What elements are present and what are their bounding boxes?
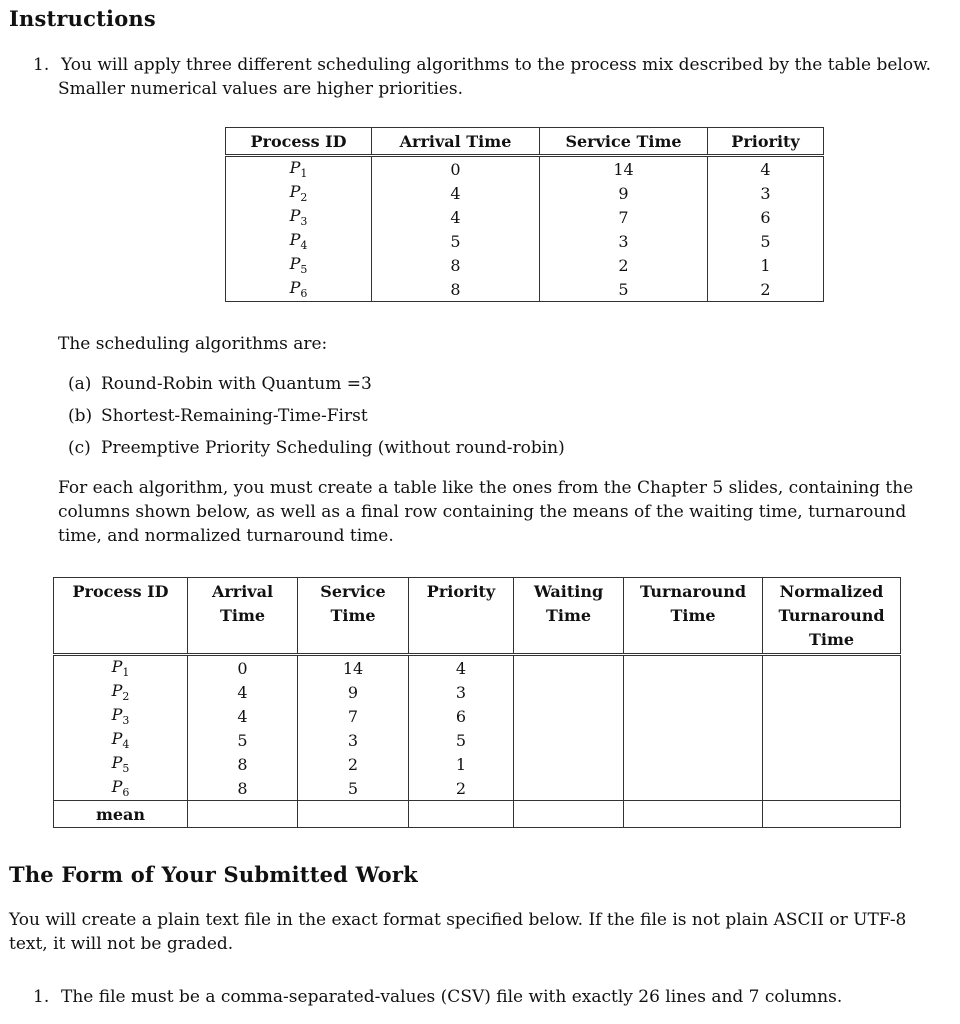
turnaround-cell <box>624 680 763 704</box>
arrival-cell: 8 <box>188 776 298 801</box>
process-index: 2 <box>122 690 130 704</box>
priority-cell: 2 <box>409 776 514 801</box>
arrival-cell: 4 <box>372 181 540 205</box>
mean-cell <box>409 801 514 828</box>
mean-row <box>54 801 901 828</box>
algorithm-label: (a) <box>68 374 92 394</box>
algorithms-intro: The scheduling algorithms are: <box>58 334 328 354</box>
algorithm-text: Shortest-Remaining-Time-First <box>101 406 368 426</box>
results-template-table <box>53 577 901 828</box>
normalized-cell <box>763 752 901 776</box>
column-header: Service Time <box>540 128 708 156</box>
mean-cell <box>624 801 763 828</box>
process-index: 5 <box>300 263 308 277</box>
arrival-cell: 8 <box>188 752 298 776</box>
process-letter: P <box>111 728 123 748</box>
waiting-cell <box>514 728 624 752</box>
turnaround-cell <box>624 752 763 776</box>
algorithm-text: Round-Robin with Quantum =3 <box>101 374 372 394</box>
mean-label: mean <box>54 801 188 828</box>
header-line: Time <box>808 630 855 649</box>
priority-cell: 1 <box>708 253 824 277</box>
arrival-cell: 4 <box>372 205 540 229</box>
table-row <box>226 156 824 182</box>
process-letter: P <box>111 704 123 724</box>
arrival-cell: 8 <box>372 253 540 277</box>
header-line: Time <box>330 606 376 625</box>
header-line: Arrival <box>211 582 274 601</box>
priority-cell: 1 <box>409 752 514 776</box>
turnaround-cell <box>624 728 763 752</box>
process-index: 6 <box>122 786 130 800</box>
service-cell: 7 <box>298 704 409 728</box>
table-row <box>226 181 824 205</box>
process-index: 1 <box>300 167 308 181</box>
process-index: 5 <box>122 762 130 776</box>
arrival-cell: 5 <box>372 229 540 253</box>
process-id-cell <box>226 205 372 229</box>
service-cell: 7 <box>540 205 708 229</box>
process-letter: P <box>289 253 301 273</box>
table-row <box>226 277 824 302</box>
service-cell: 2 <box>540 253 708 277</box>
form-paragraph <box>9 908 954 956</box>
priority-cell: 4 <box>708 156 824 182</box>
process-id-cell <box>54 680 188 704</box>
item-text-line2: Smaller numerical values are higher priorities. <box>58 79 464 99</box>
service-cell: 2 <box>298 752 409 776</box>
normalized-cell <box>763 776 901 801</box>
priority-cell: 2 <box>708 277 824 302</box>
column-header: Priority <box>708 128 824 156</box>
algorithm-item <box>68 436 565 460</box>
process-id-cell <box>54 704 188 728</box>
process-index: 4 <box>300 239 308 253</box>
header-line: Turnaround <box>639 582 747 601</box>
arrival-cell: 8 <box>372 277 540 302</box>
turnaround-cell <box>624 776 763 801</box>
service-cell: 5 <box>540 277 708 302</box>
priority-cell: 5 <box>708 229 824 253</box>
process-id-cell <box>226 277 372 302</box>
normalized-cell <box>763 655 901 681</box>
waiting-cell <box>514 704 624 728</box>
turnaround-cell <box>624 704 763 728</box>
algorithm-item <box>68 404 565 428</box>
header-line: Time <box>545 606 592 625</box>
normalized-cell <box>763 728 901 752</box>
priority-cell: 6 <box>708 205 824 229</box>
table-row <box>54 704 901 728</box>
header-line: Process ID <box>72 582 169 601</box>
process-letter: P <box>111 680 123 700</box>
column-header <box>514 578 624 655</box>
process-id-cell <box>54 655 188 681</box>
process-letter: P <box>289 157 301 177</box>
process-id-cell <box>54 776 188 801</box>
item-text-line1: You will apply three different scheduling algorithms to the process mix described by the table below. <box>61 55 932 75</box>
process-letter: P <box>111 752 123 772</box>
process-id-cell <box>226 156 372 182</box>
item-text: The file must be a comma-separated-values (CSV) file with exactly 26 lines and 7 columns. <box>61 987 843 1007</box>
algorithm-label: (b) <box>68 406 93 426</box>
service-cell: 9 <box>540 181 708 205</box>
waiting-cell <box>514 655 624 681</box>
header-line: Priority <box>426 582 496 601</box>
service-cell: 9 <box>298 680 409 704</box>
mean-cell <box>514 801 624 828</box>
mean-cell <box>298 801 409 828</box>
instructions-heading: Instructions <box>9 6 156 31</box>
header-line: Waiting <box>533 582 604 601</box>
para-line: For each algorithm, you must create a table like the ones from the Chapter 5 slides, containing the <box>58 478 914 498</box>
service-cell: 14 <box>298 655 409 681</box>
header-line: Normalized <box>779 582 884 601</box>
arrival-cell: 4 <box>188 704 298 728</box>
para-line: columns shown below, as well as a final row containing the means of the waiting time, turnaround <box>58 502 907 522</box>
process-id-cell <box>226 253 372 277</box>
process-table <box>225 127 824 302</box>
process-index: 3 <box>300 215 308 229</box>
service-cell: 14 <box>540 156 708 182</box>
para-line: You will create a plain text file in the exact format specified below. If the file is not plain ASCII or UTF-8 <box>9 910 907 930</box>
mean-cell <box>188 801 298 828</box>
for-each-paragraph <box>58 476 948 548</box>
table-row <box>54 728 901 752</box>
service-cell: 3 <box>298 728 409 752</box>
process-letter: P <box>289 181 301 201</box>
algorithm-label: (c) <box>68 438 91 458</box>
instruction-item-1 <box>33 53 953 101</box>
header-line: Time <box>670 606 716 625</box>
process-index: 4 <box>122 738 130 752</box>
item-number: 1. <box>33 55 50 75</box>
arrival-cell: 5 <box>188 728 298 752</box>
header-line: Service <box>320 582 386 601</box>
waiting-cell <box>514 776 624 801</box>
priority-cell: 6 <box>409 704 514 728</box>
mean-cell <box>763 801 901 828</box>
column-header: Process ID <box>226 128 372 156</box>
table-row <box>54 655 901 681</box>
process-id-cell <box>226 229 372 253</box>
priority-cell: 3 <box>409 680 514 704</box>
header-line: Turnaround <box>778 606 885 625</box>
form-heading: The Form of Your Submitted Work <box>9 862 418 887</box>
process-index: 3 <box>122 714 130 728</box>
priority-cell: 5 <box>409 728 514 752</box>
process-id-cell <box>54 728 188 752</box>
service-cell: 5 <box>298 776 409 801</box>
turnaround-cell <box>624 655 763 681</box>
process-index: 2 <box>300 191 308 205</box>
column-header <box>624 578 763 655</box>
arrival-cell: 0 <box>188 655 298 681</box>
process-id-cell <box>54 752 188 776</box>
waiting-cell <box>514 680 624 704</box>
item-number: 1. <box>33 987 50 1007</box>
column-header <box>409 578 514 655</box>
process-letter: P <box>289 205 301 225</box>
priority-cell: 3 <box>708 181 824 205</box>
header-line: Time <box>219 606 266 625</box>
algorithm-item <box>68 372 565 396</box>
column-header: Arrival Time <box>372 128 540 156</box>
normalized-cell <box>763 680 901 704</box>
para-line: text, it will not be graded. <box>9 934 234 954</box>
column-header <box>298 578 409 655</box>
form-item-1 <box>33 985 842 1009</box>
process-letter: P <box>111 656 123 676</box>
table-row <box>54 752 901 776</box>
process-letter: P <box>289 229 301 249</box>
table-row <box>54 776 901 801</box>
normalized-cell <box>763 704 901 728</box>
process-id-cell <box>226 181 372 205</box>
table-row <box>226 253 824 277</box>
process-letter: P <box>289 277 301 297</box>
column-header <box>763 578 901 655</box>
table-row <box>226 205 824 229</box>
process-index: 1 <box>122 666 130 680</box>
waiting-cell <box>514 752 624 776</box>
column-header <box>188 578 298 655</box>
algorithm-text: Preemptive Priority Scheduling (without round-robin) <box>101 438 565 458</box>
process-letter: P <box>111 776 123 796</box>
process-index: 6 <box>300 287 308 301</box>
arrival-cell: 4 <box>188 680 298 704</box>
arrival-cell: 0 <box>372 156 540 182</box>
table-row <box>54 680 901 704</box>
service-cell: 3 <box>540 229 708 253</box>
priority-cell: 4 <box>409 655 514 681</box>
table-row <box>226 229 824 253</box>
para-line: time, and normalized turnaround time. <box>58 526 394 546</box>
column-header <box>54 578 188 655</box>
algorithms-list <box>68 372 565 468</box>
